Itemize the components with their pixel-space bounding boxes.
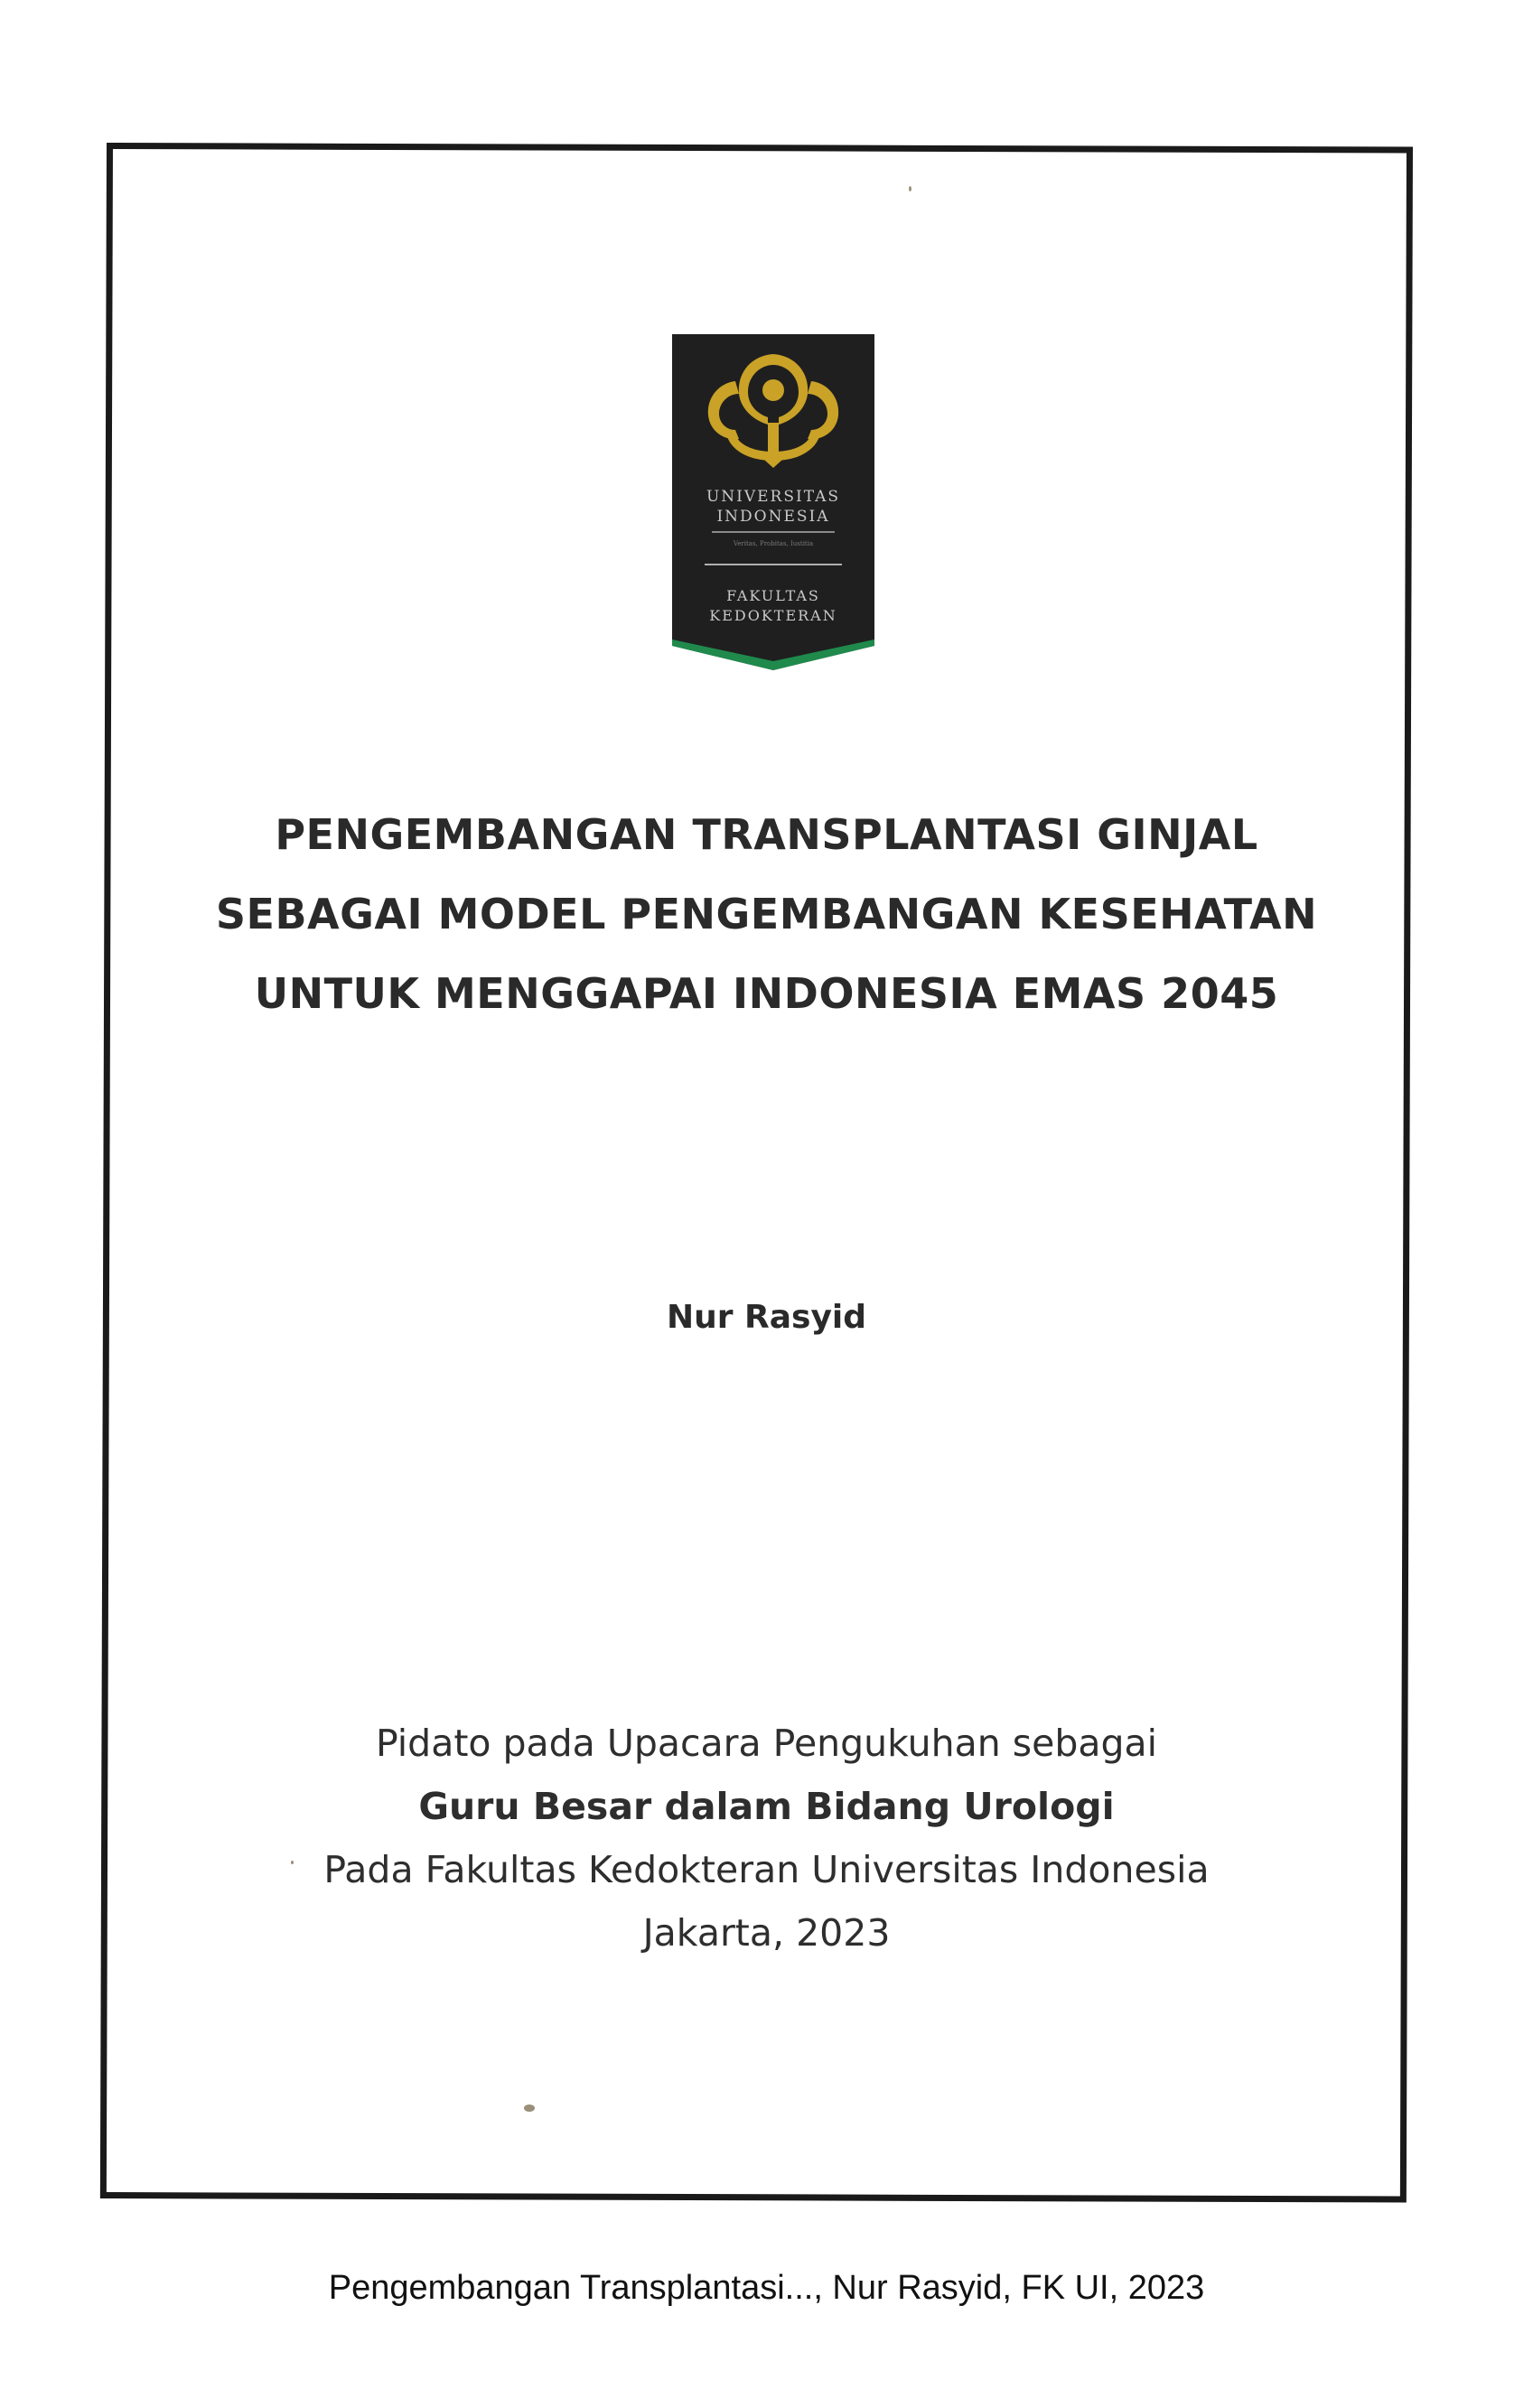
logo-text-fakultas: FAKULTAS: [726, 587, 820, 604]
title-line-3: UNTUK MENGGAPAI INDONESIA EMAS 2045: [254, 969, 1279, 1018]
author-name: Nur Rasyid: [666, 1299, 867, 1336]
universitas-indonesia-logo: [672, 334, 874, 670]
speech-line-4: Jakarta, 2023: [642, 1911, 891, 1955]
scan-speck: [524, 2105, 535, 2112]
title-line-2: SEBAGAI MODEL PENGEMBANGAN KESEHATAN: [215, 890, 1318, 938]
page-footer: Pengembangan Transplantasi..., Nur Rasyid, FK UI, 2023: [328, 2269, 1205, 2307]
logo-text-kedokteran: KEDOKTERAN: [709, 607, 837, 624]
logo-text-indonesia: INDONESIA: [716, 508, 830, 526]
logo-tagline: Veritas, Probitas, Iustitia: [733, 540, 814, 547]
speech-line-2: Guru Besar dalam Bidang Urologi: [418, 1785, 1115, 1828]
speech-line-1: Pidato pada Upacara Pengukuhan sebagai: [375, 1722, 1158, 1765]
speech-line-3: Pada Fakultas Kedokteran Universitas Indonesia: [323, 1848, 1210, 1891]
title-line-1: PENGEMBANGAN TRANSPLANTASI GINJAL: [275, 810, 1258, 859]
scan-speck: [291, 1861, 294, 1864]
logo-text-universitas: UNIVERSITAS: [706, 488, 841, 506]
speech-description: [145, 1712, 1388, 1965]
document-title: [145, 795, 1388, 1033]
scan-speck: [909, 186, 911, 191]
